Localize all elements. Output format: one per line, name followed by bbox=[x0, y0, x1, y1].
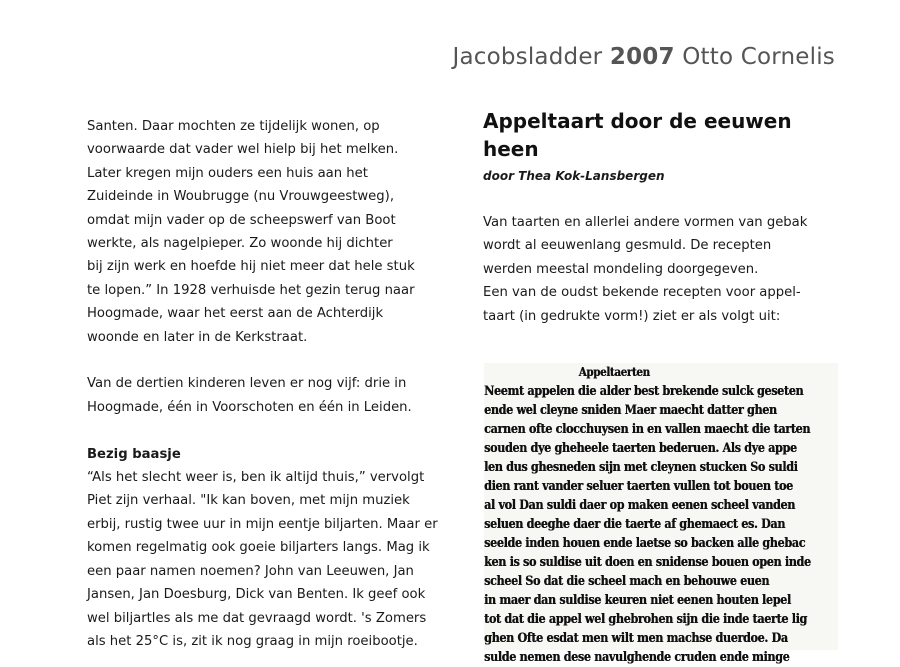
recipe-line: ken is so suldise uit doen en snidense bouen open inde bbox=[484, 555, 811, 570]
recipe-line: Neemt appelen die alder best brekende sulck geseten bbox=[484, 384, 804, 399]
recipe-line: dien rant vander seluer taerten vullen tot bouen toe bbox=[484, 479, 793, 494]
recipe-line: sulde nemen dese navulghende cruden ende minge bbox=[484, 650, 790, 665]
paragraph-gap bbox=[87, 349, 447, 372]
text-line: “Als het slecht weer is, ben ik altijd thuis,” vervolgt bbox=[87, 470, 425, 486]
text-line: als het 25°C is, zit ik nog graag in mijn roeibootje. bbox=[87, 633, 418, 649]
text-line: taart (in gedrukte vorm!) ziet er als volgt uit: bbox=[483, 308, 781, 324]
text-line: Hoogmade, één in Voorschoten en één in Leiden. bbox=[87, 399, 412, 415]
recipe-heading: Appeltaerten bbox=[578, 365, 650, 379]
subheading: Bezig baasje bbox=[87, 446, 181, 462]
text-line: Santen. Daar mochten ze tijdelijk wonen, op bbox=[87, 119, 380, 134]
text-line: Piet zijn verhaal. "Ik kan boven, met mijn muziek bbox=[87, 493, 410, 509]
recipe-line: len dus ghesneden sijn met cleynen stucken So suldi bbox=[484, 460, 798, 475]
text-line: Van de dertien kinderen leven er nog vijf: drie in bbox=[87, 376, 407, 392]
text-line: werden meestal mondeling doorgegeven. bbox=[483, 261, 759, 277]
recipe-line: al vol Dan suldi daer op maken eenen scheel vanden bbox=[484, 498, 795, 513]
recipe-line: scheel So dat die scheel mach en behouwe euen bbox=[484, 574, 770, 589]
text-line: wel biljartles als me dat gevraagd wordt. 's Zomers bbox=[87, 610, 427, 626]
paragraph-gap bbox=[87, 419, 447, 442]
text-line: Een van de oudst bekende recepten voor appel- bbox=[483, 285, 801, 301]
paragraph-continuation bbox=[87, 115, 447, 349]
text-line: bij zijn werk en hoefde hij niet meer dat hele stuk bbox=[87, 259, 415, 275]
article-byline: door Thea Kok-Lansbergen bbox=[483, 169, 665, 183]
recipe-line: ende wel cleyne sniden Maer maecht datter ghen bbox=[484, 403, 777, 418]
recipe-line: tot dat die appel wel ghebrohen sijn die inde taerte lig bbox=[484, 612, 807, 627]
text-line: Later kregen mijn ouders een huis aan het bbox=[87, 165, 368, 181]
recipe-line: seelde inden houen ende laetse so backen alle ghebac bbox=[484, 536, 806, 551]
recipe-line: seluen deeghe daer die taerte af ghemaect es. Dan bbox=[484, 517, 785, 532]
text-line: te lopen.” In 1928 verhuisde het gezin terug naar bbox=[87, 282, 415, 298]
text-line: een paar namen noemen? John van Leeuwen, Jan bbox=[87, 563, 414, 579]
text-line: omdat mijn vader op de scheepswerf van Boot bbox=[87, 212, 396, 228]
text-line: erbij, rustig twee uur in mijn eentje biljarten. Maar er bbox=[87, 516, 438, 532]
text-line: woonde en later in de Kerkstraat. bbox=[87, 329, 308, 345]
recipe-line: souden dye gheheele taerten bederuen. Als dye appe bbox=[484, 441, 797, 456]
historic-recipe-scan bbox=[484, 363, 838, 665]
paragraph-children bbox=[87, 372, 447, 419]
text-line: Jansen, Jan Doesburg, Dick van Benten. Ik geef ook bbox=[87, 587, 426, 603]
header-year: 2007 bbox=[609, 44, 675, 70]
text-line: Van taarten en allerlei andere vormen van gebak bbox=[483, 215, 808, 230]
recipe-line: in maer dan suldise keuren niet eenen houten lepel bbox=[484, 593, 791, 608]
right-column bbox=[483, 107, 843, 328]
header-title-part1: Jacobsladder bbox=[452, 44, 610, 70]
text-line: wordt al eeuwenlang gesmuld. De recepten bbox=[483, 238, 772, 254]
recipe-line: ghen Ofte esdat men wilt men machse duerdoe. Da bbox=[484, 631, 788, 646]
text-line: komen regelmatig ook goeie biljarters langs. Mag ik bbox=[87, 540, 430, 556]
text-line: werkte, als nagelpieper. Zo woonde hij dichter bbox=[87, 236, 393, 252]
header-title-part2: Otto Cornelis bbox=[674, 44, 835, 70]
recipe-line: carnen ofte clocchuysen in en vallen maecht die tarten bbox=[484, 422, 811, 437]
article-intro bbox=[483, 211, 843, 328]
article-title: Appeltaart door de eeuwen heen bbox=[483, 109, 792, 161]
text-line: Hoogmade, waar het eerst aan de Achterdijk bbox=[87, 306, 384, 322]
text-line: voorwaarde dat vader wel hielp bij het melken. bbox=[87, 142, 399, 158]
left-column bbox=[87, 115, 447, 653]
paragraph-billiards bbox=[87, 466, 447, 653]
page-header bbox=[452, 44, 835, 70]
text-line: Zuideinde in Woubrugge (nu Vrouwgeestweg), bbox=[87, 189, 395, 205]
